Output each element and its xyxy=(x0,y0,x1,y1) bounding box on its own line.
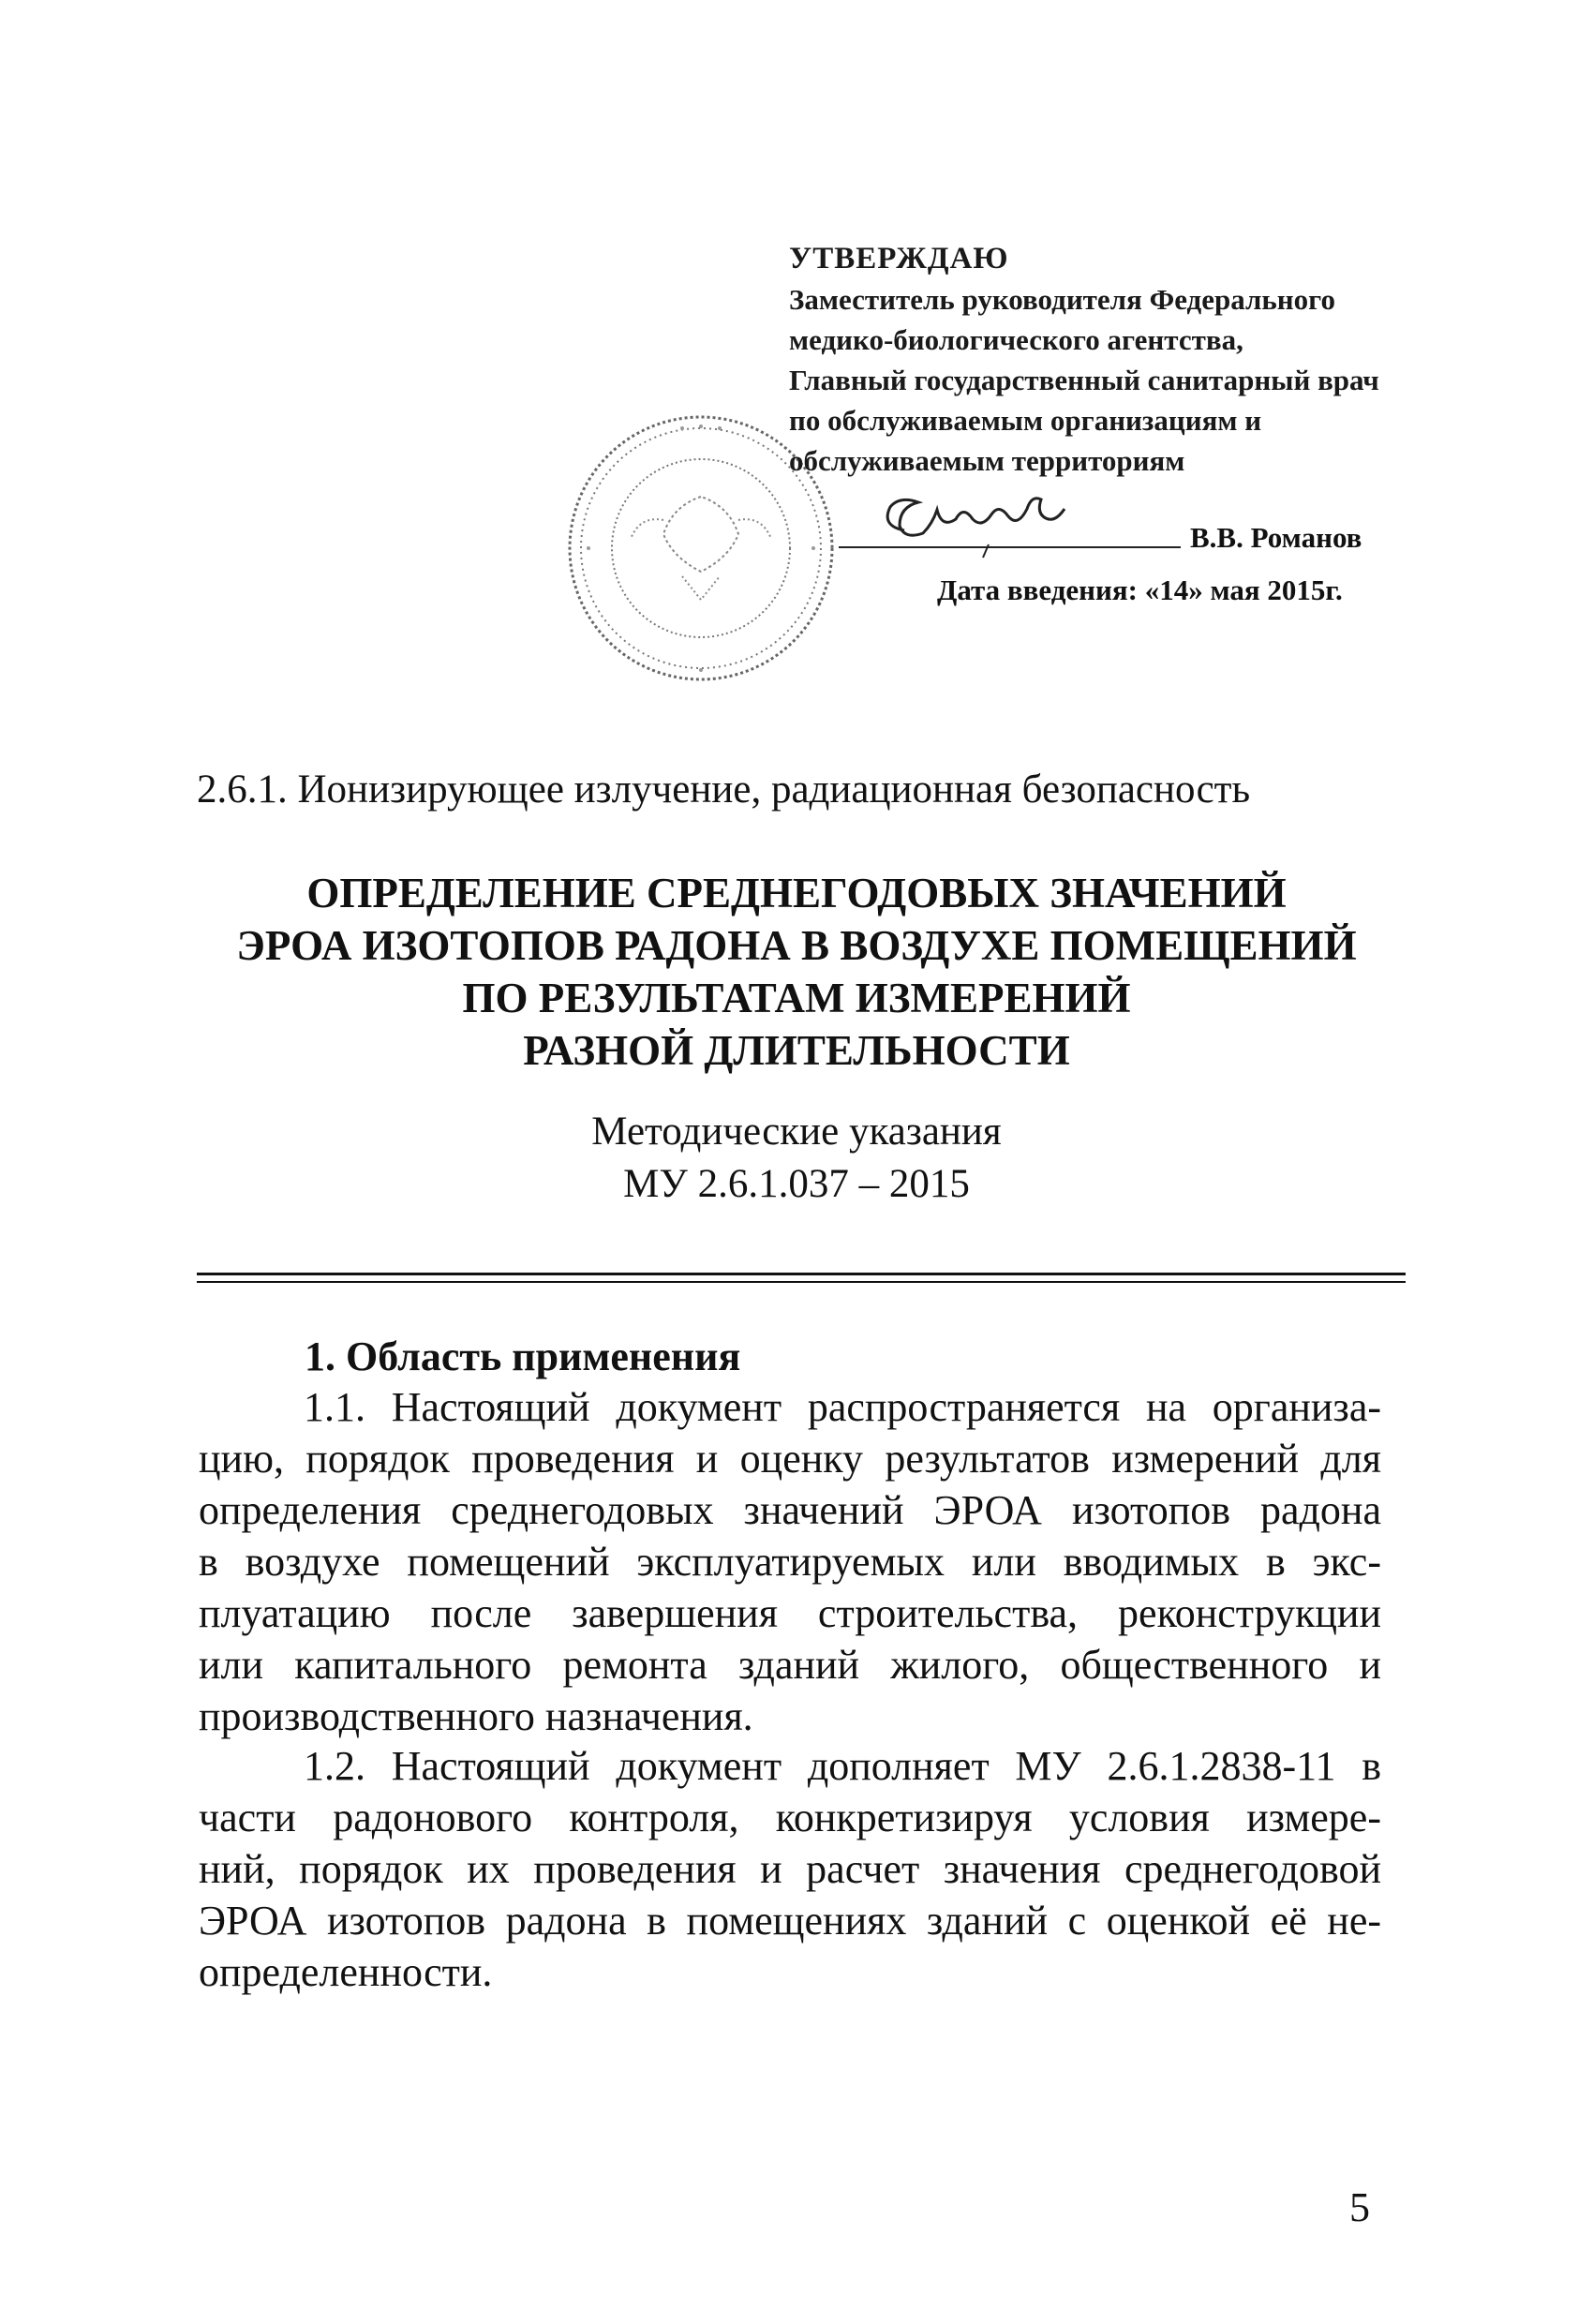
document-subtitle xyxy=(328,1106,1265,1211)
paragraph-line: определенности. xyxy=(199,1949,493,1995)
paragraph-line: или капитального ремонта зданий жилого, общественного и xyxy=(199,1642,1381,1688)
paragraph-1-2 xyxy=(199,1740,1381,1998)
paragraph-line: плуатацию после завершения строительства, реконструкции xyxy=(199,1590,1381,1636)
approver-title-line: обслуживаемым территориям xyxy=(789,444,1185,477)
paragraph-line: 1.2. Настоящий документ дополняет МУ 2.6.1.2838-11 в xyxy=(304,1743,1381,1789)
paragraph-line: цию, порядок проведения и оценку результатов измерений для xyxy=(199,1436,1381,1482)
paragraph-line: части радонового контроля, конкретизируя условия измере- xyxy=(199,1795,1381,1840)
paragraph-line: ЭРОА изотопов радона в помещениях зданий с оценкой её не- xyxy=(199,1898,1381,1944)
paragraph-line: ний, порядок их проведения и расчет значения среднегодовой xyxy=(199,1846,1381,1892)
title-line: РАЗНОЙ ДЛИТЕЛЬНОСТИ xyxy=(523,1027,1070,1074)
signer-name: В.В. Романов xyxy=(1190,521,1362,554)
divider-rule xyxy=(197,1281,1406,1283)
approver-title-line: Заместитель руководителя Федерального xyxy=(789,283,1335,316)
approver-title-line: по обслуживаемым организациям и xyxy=(789,404,1262,437)
paragraph-line: производственного назначения. xyxy=(199,1693,753,1739)
paragraph-line: в воздухе помещений эксплуатируемых или вводимых в экс- xyxy=(199,1539,1381,1585)
document-code: МУ 2.6.1.037 – 2015 xyxy=(623,1162,970,1206)
signature-line xyxy=(839,546,1181,548)
classification-line: 2.6.1. Ионизирующее излучение, радиационная безопасность xyxy=(197,767,1251,812)
divider-rule xyxy=(197,1273,1406,1275)
approver-title-line: медико-биологического агентства, xyxy=(789,323,1243,356)
page-number: 5 xyxy=(1349,2184,1370,2230)
approval-heading: УТВЕРЖДАЮ xyxy=(789,242,1009,276)
signature-icon xyxy=(876,493,1139,559)
document-type: Методические указания xyxy=(591,1110,1002,1154)
document-title xyxy=(141,867,1452,1077)
title-line: ЭРОА ИЗОТОПОВ РАДОНА В ВОЗДУХЕ ПОМЕЩЕНИЙ xyxy=(236,922,1357,969)
title-line: ПО РЕЗУЛЬТАТАМ ИЗМЕРЕНИЙ xyxy=(462,975,1131,1021)
paragraph-line: 1.1. Настоящий документ распространяется на организа- xyxy=(304,1384,1381,1430)
approval-block xyxy=(789,239,1426,481)
approver-title-line: Главный государственный санитарный врач xyxy=(789,364,1379,396)
paragraph-line: определения среднегодовых значений ЭРОА изотопов радона xyxy=(199,1487,1381,1533)
title-line: ОПРЕДЕЛЕНИЕ СРЕДНЕГОДОВЫХ ЗНАЧЕНИЙ xyxy=(306,870,1287,916)
introduction-date: Дата введения: «14» мая 2015г. xyxy=(937,574,1343,606)
section-heading: 1. Область применения xyxy=(305,1333,741,1379)
signature-row xyxy=(839,504,1401,560)
paragraph-1-1 xyxy=(199,1381,1381,1742)
